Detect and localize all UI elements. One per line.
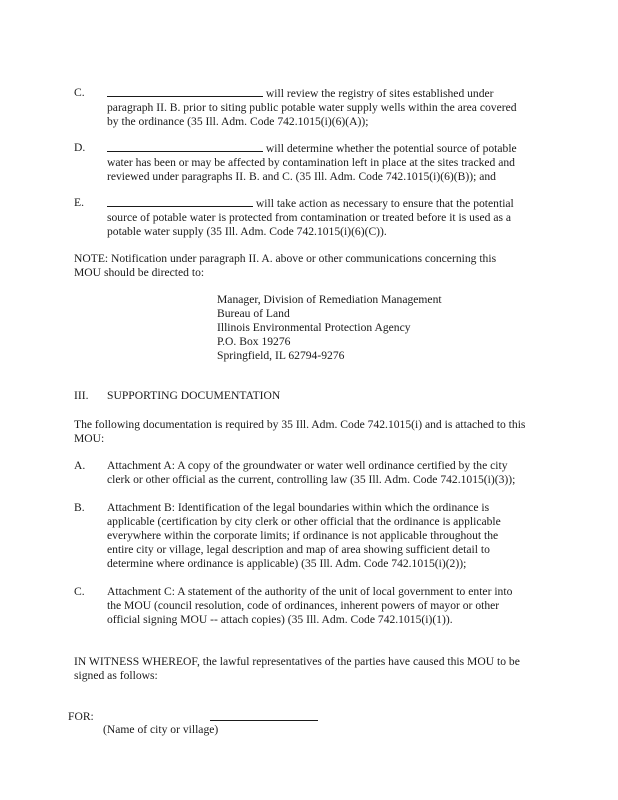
witness-paragraph (74, 655, 520, 683)
attachment-b-text (107, 501, 501, 571)
signature-line (210, 720, 318, 721)
address-line: Springfield, IL 62794-9276 (217, 349, 345, 362)
item-c-first-line: will review the registry of sites established under (107, 86, 517, 101)
text-line: water has been or may be affected by contamination left in place at the sites tracked and (107, 156, 515, 169)
signature-caption: (Name of city or village) (103, 723, 219, 736)
address-line: P.O. Box 19276 (217, 335, 291, 348)
text-line: Attachment C: A statement of the authority of the unit of local government to enter into (107, 585, 513, 598)
item-c-text (107, 86, 517, 129)
text-line: determine where ordinance is applicable) (35 Ill. Adm. Code 742.1015(i)(2)); (107, 557, 467, 570)
item-d-first-line: will determine whether the potential source of potable (107, 141, 517, 156)
item-e-letter: E. (74, 196, 84, 209)
attachment-a-letter: A. (74, 459, 86, 472)
item-d-text (107, 141, 517, 184)
item-e-first-line: will take action as necessary to ensure that the potential (107, 196, 514, 211)
text-line: entire city or village, legal description and map of area showing sufficient detail to (107, 543, 490, 556)
text-line: applicable (certification by city clerk or other official that the ordinance is applicable (107, 515, 501, 528)
attachment-c-text (107, 585, 512, 627)
blank-line (107, 196, 253, 207)
item-c-letter: C. (74, 86, 85, 99)
item-d-letter: D. (74, 141, 86, 154)
text-line: MOU should be directed to: (74, 266, 205, 279)
text-line: MOU: (74, 432, 105, 445)
item-e-text (107, 196, 514, 239)
address-line: Manager, Division of Remediation Management (217, 293, 442, 306)
attachment-a-text (107, 459, 515, 487)
text-line: NOTE: Notification under paragraph II. A. above or other communications concerning this (74, 252, 497, 265)
text-line: IN WITNESS WHEREOF, the lawful representatives of the parties have caused this MOU to be (74, 655, 520, 668)
text-line: clerk or other official as the current, controlling law (35 Ill. Adm. Code 742.1015(i)(3)); (107, 473, 516, 486)
section-number: III. (74, 389, 89, 402)
text-line: by the ordinance (35 Ill. Adm. Code 742.1015(i)(6)(A)); (107, 115, 369, 128)
blank-line (107, 86, 263, 97)
text-line: source of potable water is protected from contamination or treated before it is used as a (107, 211, 512, 224)
address-line: Bureau of Land (217, 307, 290, 320)
text-line: everywhere within the corporate limits; if ordinance is not applicable throughout the (107, 529, 499, 542)
intro-paragraph (74, 418, 525, 446)
section-title: SUPPORTING DOCUMENTATION (107, 389, 281, 402)
text-line: paragraph II. B. prior to siting public potable water supply wells within the area covered (107, 101, 517, 114)
address-line: Illinois Environmental Protection Agency (217, 321, 411, 334)
text-line: the MOU (council resolution, code of ordinances, inherent powers of mayor or other (107, 599, 500, 612)
text-line: signed as follows: (74, 669, 158, 682)
text-line: The following documentation is required by 35 Ill. Adm. Code 742.1015(i) and is attached to this (74, 418, 526, 431)
text-line: reviewed under paragraphs II. B. and C. (35 Ill. Adm. Code 742.1015(i)(6)(B)); and (107, 170, 496, 183)
for-label: FOR: (68, 710, 94, 723)
attachment-c-letter: C. (74, 585, 85, 598)
text-line: potable water supply (35 Ill. Adm. Code 742.1015(i)(6)(C)). (107, 225, 387, 238)
mailing-address (217, 293, 442, 363)
text-line: Attachment A: A copy of the groundwater or water well ordinance certified by the city (107, 459, 508, 472)
text-line: Attachment B: Identification of the legal boundaries within which the ordinance is (107, 501, 490, 514)
text-line: official signing MOU -- attach copies) (35 Ill. Adm. Code 742.1015(i)(1)). (107, 613, 453, 626)
blank-line (107, 141, 263, 152)
note-paragraph (74, 252, 496, 280)
attachment-b-letter: B. (74, 501, 85, 514)
